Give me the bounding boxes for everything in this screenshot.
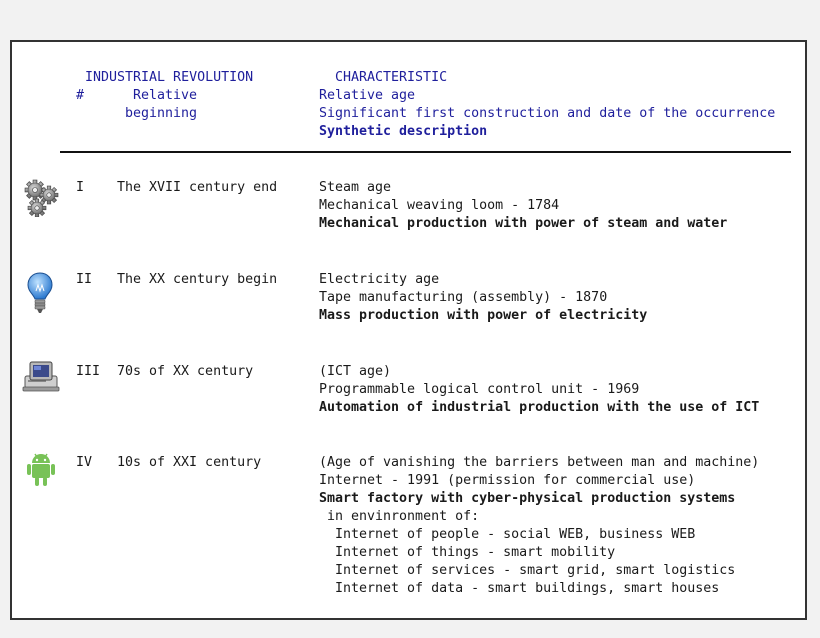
header-significant-construction: Significant first construction and date of the occurrence xyxy=(319,106,776,121)
row-number: IV xyxy=(76,455,93,470)
row-construction: Internet - 1991 (permission for commercial use) xyxy=(319,473,696,488)
header-relative: Relative xyxy=(133,88,198,103)
header-divider xyxy=(60,151,791,153)
environment-intro: in envinronment of: xyxy=(327,509,480,524)
row-description: Mechanical production with power of steam and water xyxy=(319,216,728,231)
header-industrial-revolution: INDUSTRIAL REVOLUTION xyxy=(85,70,254,85)
row-beginning: 10s of XXI century xyxy=(117,455,262,470)
header-relative-age: Relative age xyxy=(319,88,416,103)
row-construction: Programmable logical control unit - 1969 xyxy=(319,382,640,397)
environment-item: Internet of things - smart mobility xyxy=(335,545,616,560)
header-beginning: beginning xyxy=(125,106,198,121)
row-number: I xyxy=(76,180,85,195)
row-description: Automation of industrial production with the use of ICT xyxy=(319,400,760,415)
lightbulb-icon xyxy=(27,271,53,315)
environment-item: Internet of people - social WEB, business WEB xyxy=(335,527,696,542)
header-number: # xyxy=(76,88,85,103)
row-number: III xyxy=(76,364,101,379)
computer-icon xyxy=(22,360,60,392)
row-construction: Tape manufacturing (assembly) - 1870 xyxy=(319,290,608,305)
gears-icon xyxy=(24,179,60,217)
header-characteristic: CHARACTERISTIC xyxy=(335,70,448,85)
row-construction: Mechanical weaving loom - 1784 xyxy=(319,198,560,213)
row-description: Smart factory with cyber-physical production systems xyxy=(319,491,736,506)
android-robot-icon xyxy=(26,451,56,487)
row-beginning: 70s of XX century xyxy=(117,364,254,379)
environment-item: Internet of services - smart grid, smart logistics xyxy=(335,563,736,578)
row-age: Steam age xyxy=(319,180,392,195)
row-description: Mass production with power of electricity xyxy=(319,308,648,323)
row-beginning: The XVII century end xyxy=(117,180,278,195)
row-age: (ICT age) xyxy=(319,364,392,379)
table-frame xyxy=(10,40,807,620)
row-age: (Age of vanishing the barriers between man and machine) xyxy=(319,455,760,470)
header-synthetic-description: Synthetic description xyxy=(319,124,488,139)
row-age: Electricity age xyxy=(319,272,440,287)
row-number: II xyxy=(76,272,93,287)
row-beginning: The XX century begin xyxy=(117,272,278,287)
environment-item: Internet of data - smart buildings, smart houses xyxy=(335,581,720,596)
